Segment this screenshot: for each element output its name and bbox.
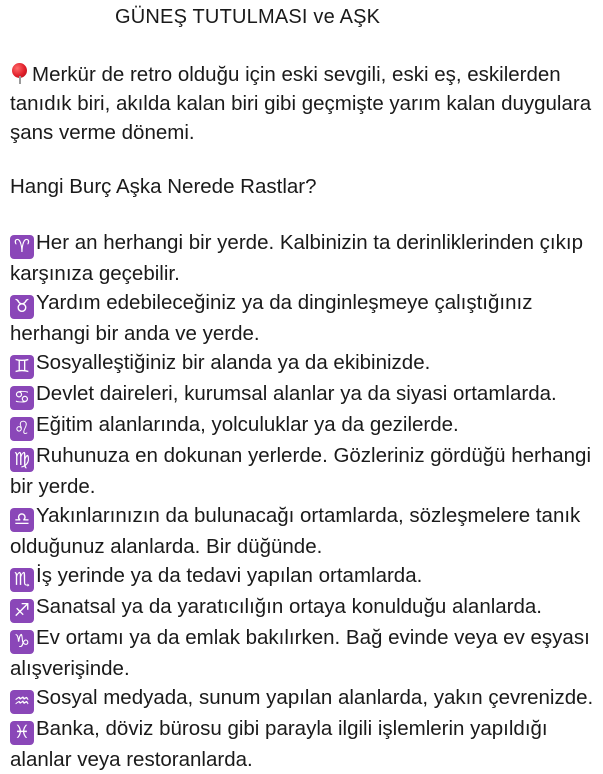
taurus-icon: ♉: [10, 295, 34, 319]
question-heading: Hangi Burç Aşka Nerede Rastlar?: [10, 175, 317, 198]
item-text: Devlet daireleri, kurumsal alanlar ya da siyasi ortamlarda.: [36, 382, 557, 405]
sagittarius-icon: ♐: [10, 599, 34, 623]
list-item: [10, 441, 600, 501]
gemini-icon: ♊: [10, 355, 34, 379]
cancer-icon: ♋: [10, 386, 34, 410]
item-text: Her an herhangi bir yerde. Kalbinizin ta derinliklerinden çıkıp karşınıza geçebilir.: [10, 231, 583, 285]
aquarius-icon: ♒: [10, 690, 34, 714]
capricorn-icon: ♑: [10, 630, 34, 654]
item-text: Sanatsal ya da yaratıcılığın ortaya konulduğu alanlarda.: [36, 595, 542, 618]
item-text: İş yerinde ya da tedavi yapılan ortamlarda.: [36, 564, 423, 587]
aries-icon: ♈: [10, 235, 34, 259]
list-item: [10, 228, 600, 288]
intro-paragraph: [10, 60, 600, 147]
list-item: [10, 379, 600, 410]
virgo-icon: ♍: [10, 448, 34, 472]
leo-icon: ♌: [10, 417, 34, 441]
item-text: Yardım edebileceğiniz ya da dinginleşmeye çalıştığınız herhangi bir anda ve yerde.: [10, 291, 533, 345]
libra-icon: ♎: [10, 508, 34, 532]
item-text: Eğitim alanlarında, yolculuklar ya da gezilerde.: [36, 413, 459, 436]
list-item: [10, 561, 600, 592]
item-text: Yakınlarınızın da bulunacağı ortamlarda, sözleşmelere tanık olduğunuz alanlarda. Bir düğünde.: [10, 504, 581, 558]
list-item: [10, 410, 600, 441]
pisces-icon: ♓: [10, 721, 34, 745]
zodiac-list: [10, 228, 600, 774]
item-text: Ruhunuza en dokunan yerlerde. Gözleriniz gördüğü herhangi bir yerde.: [10, 444, 592, 498]
list-item: [10, 348, 600, 379]
document-title: GÜNEŞ TUTULMASI ve AŞK: [115, 6, 381, 28]
list-item: [10, 592, 600, 623]
round-pushpin-icon: [10, 62, 30, 84]
list-item: [10, 501, 600, 561]
item-text: Ev ortamı ya da emlak bakılırken. Bağ evinde veya ev eşyası alışverişinde.: [10, 626, 590, 680]
list-item: [10, 683, 600, 714]
item-text: Banka, döviz bürosu gibi parayla ilgili işlemlerin yapıldığı alanlar veya restoranlarda.: [10, 717, 548, 771]
list-item: [10, 623, 600, 683]
intro-text: Merkür de retro olduğu için eski sevgili, eski eş, eskilerden tanıdık biri, akılda kalan biri gibi geçmişte yarım kalan duygulara şans verme dönemi.: [10, 63, 592, 144]
list-item: [10, 714, 600, 774]
list-item: [10, 288, 600, 348]
item-text: Sosyal medyada, sunum yapılan alanlarda, yakın çevrenizde.: [36, 686, 594, 709]
item-text: Sosyalleştiğiniz bir alanda ya da ekibinizde.: [36, 351, 431, 374]
scorpio-icon: ♏: [10, 568, 34, 592]
